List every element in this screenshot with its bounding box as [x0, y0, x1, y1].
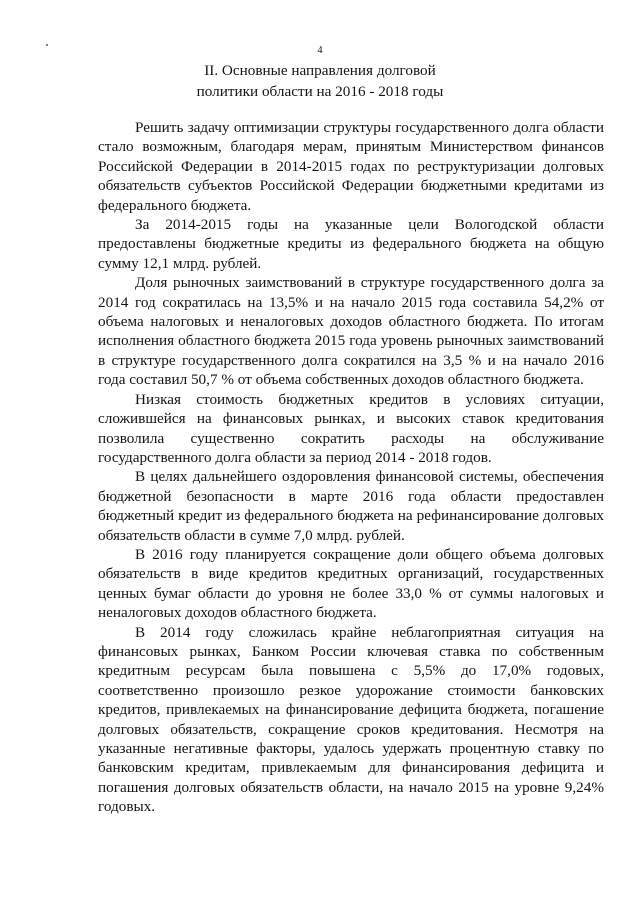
paragraph-6: В 2016 году планируется сокращение доли общего объема долговых обязательств в виде кредитов кредитных организаций, государственных ценных бумаг области до уровня не более 33,0 % от суммы налоговых и неналоговых доходов областного бюджета.	[98, 545, 604, 622]
paragraph-2: За 2014-2015 годы на указанные цели Вологодской области предоставлены бюджетные кредиты из федерального бюджета на общую сумму 12,1 млрд. рублей.	[98, 216, 604, 272]
section-title	[0, 60, 640, 102]
paragraph-3: Доля рыночных заимствований в структуре государственного долга за 2014 год сократилась на 13,5% и на начало 2015 года составила 54,2% от объема налоговых и неналоговых доходов областного бюджета. По итогам исполнения областного бюджета 2015 года уровень рыночных заимствований в структуре государственного долга сократился на 3,5 % и на начало 2016 года составил 50,7 % от объема собственных доходов областного бюджета.	[98, 274, 604, 389]
page-number: 4	[317, 45, 323, 56]
paragraph-1: Решить задачу оптимизации структуры государственного долга области стало возможным, благодаря мерам, принятым Министерством финансов Российской Федерации в 2014-2015 годах по реструктуризации долговых обязательств субъектов Российской Федерации бюджетными кредитами из федерального бюджета.	[98, 119, 604, 214]
paragraph-5: В целях дальнейшего оздоровления финансовой системы, обеспечения бюджетной безопасности в марте 2016 года области предоставлен бюджетный кредит из федерального бюджета на рефинансирование долговых обязательств области в сумме 7,0 млрд. рублей.	[98, 468, 604, 544]
section-title-line-2: политики области на 2016 - 2018 годы	[196, 83, 444, 100]
document-body	[98, 118, 604, 817]
section-title-line-1: II. Основные направления долговой	[204, 62, 436, 79]
paragraph-7: В 2014 году сложилась крайне неблагоприятная ситуация на финансовых рынках, Банком России ключевая ставка по собственным кредитным ресурсам была повышена с 5,5% до 17,0% годовых, соответственно произошло резкое удорожание стоимости банковских кредитов, привлекаемых на финансирование дефицита бюджета, погашение долговых обязательств, сокращение сроков кредитования. Несмотря на указанные негативные факторы, удалось удержать процентную ставку по банковским кредитам, привлекаемым для финансирования дефицита и погашения долговых обязательств области, на начало 2015 на уровне 9,24% годовых.	[98, 623, 604, 816]
paragraph-4: Низкая стоимость бюджетных кредитов в условиях ситуации, сложившейся на финансовых рынках, и высоких ставок кредитования позволила существенно сократить расходы на обслуживание государственного долга области за период 2014 - 2018 годов.	[98, 390, 604, 466]
